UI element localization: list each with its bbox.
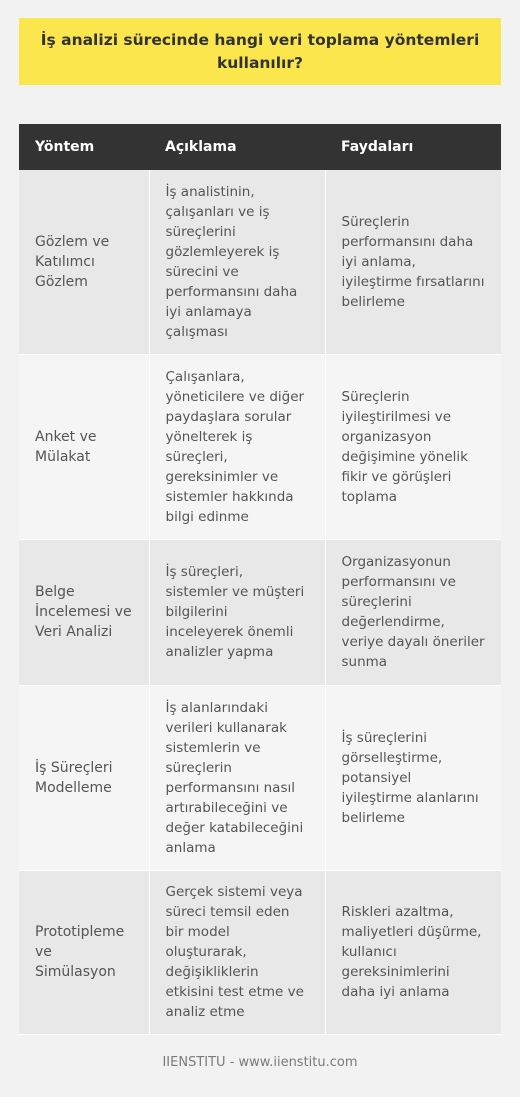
method-cell: Anket ve Mülakat: [19, 354, 149, 539]
table-header-row: [19, 124, 501, 170]
table-row: [19, 170, 501, 354]
method-cell: Gözlem ve Katılımcı Gözlem: [19, 170, 149, 354]
table-row: [19, 539, 501, 685]
benefits-cell: Riskleri azaltma, maliyetleri düşürme, kullanıcı gereksinimlerini daha iyi anlama: [325, 870, 501, 1034]
page-title: İş analizi sürecinde hangi veri toplama yöntemleri kullanılır?: [40, 30, 480, 72]
methods-table: [19, 124, 501, 1035]
description-cell: Çalışanlara, yöneticilere ve diğer paydaşlara sorular yönelterek iş süreçleri, gereksinimler ve sistemler hakkında bilgi edinme: [149, 354, 325, 539]
method-cell: Prototipleme ve Simülasyon: [19, 870, 149, 1034]
description-cell: İş analistinin, çalışanları ve iş süreçlerini gözlemleyerek iş sürecini ve performansını daha iyi anlamaya çalışması: [149, 170, 325, 354]
description-cell: İş alanlarındaki verileri kullanarak sistemlerin ve süreçlerin performansını nasıl artırabileceğini ve değer katabileceğini anlama: [149, 685, 325, 870]
header-benefits: Faydaları: [325, 124, 501, 170]
header-method: Yöntem: [19, 124, 149, 170]
table-row: [19, 354, 501, 539]
benefits-cell: İş süreçlerini görselleştirme, potansiyel iyileştirme alanlarını belirleme: [325, 685, 501, 870]
benefits-cell: Süreçlerin iyileştirilmesi ve organizasyon değişimine yönelik fikir ve görüşleri toplama: [325, 354, 501, 539]
table-row: [19, 685, 501, 870]
header-description: Açıklama: [149, 124, 325, 170]
footer-credit: IIENSTITU - www.iienstitu.com: [162, 1055, 358, 1070]
benefits-cell: Süreçlerin performansını daha iyi anlama, iyileştirme fırsatlarını belirleme: [325, 170, 501, 354]
description-cell: İş süreçleri, sistemler ve müşteri bilgilerini inceleyerek önemli analizler yapma: [149, 539, 325, 685]
method-cell: Belge İncelemesi ve Veri Analizi: [19, 539, 149, 685]
table-row: [19, 870, 501, 1034]
description-cell: Gerçek sistemi veya süreci temsil eden bir model oluşturarak, değişikliklerin etkisini test etme ve analiz etme: [149, 870, 325, 1034]
title-banner: [19, 18, 501, 85]
benefits-cell: Organizasyonun performansını ve süreçlerini değerlendirme, veriye dayalı öneriler sunma: [325, 539, 501, 685]
method-cell: İş Süreçleri Modelleme: [19, 685, 149, 870]
